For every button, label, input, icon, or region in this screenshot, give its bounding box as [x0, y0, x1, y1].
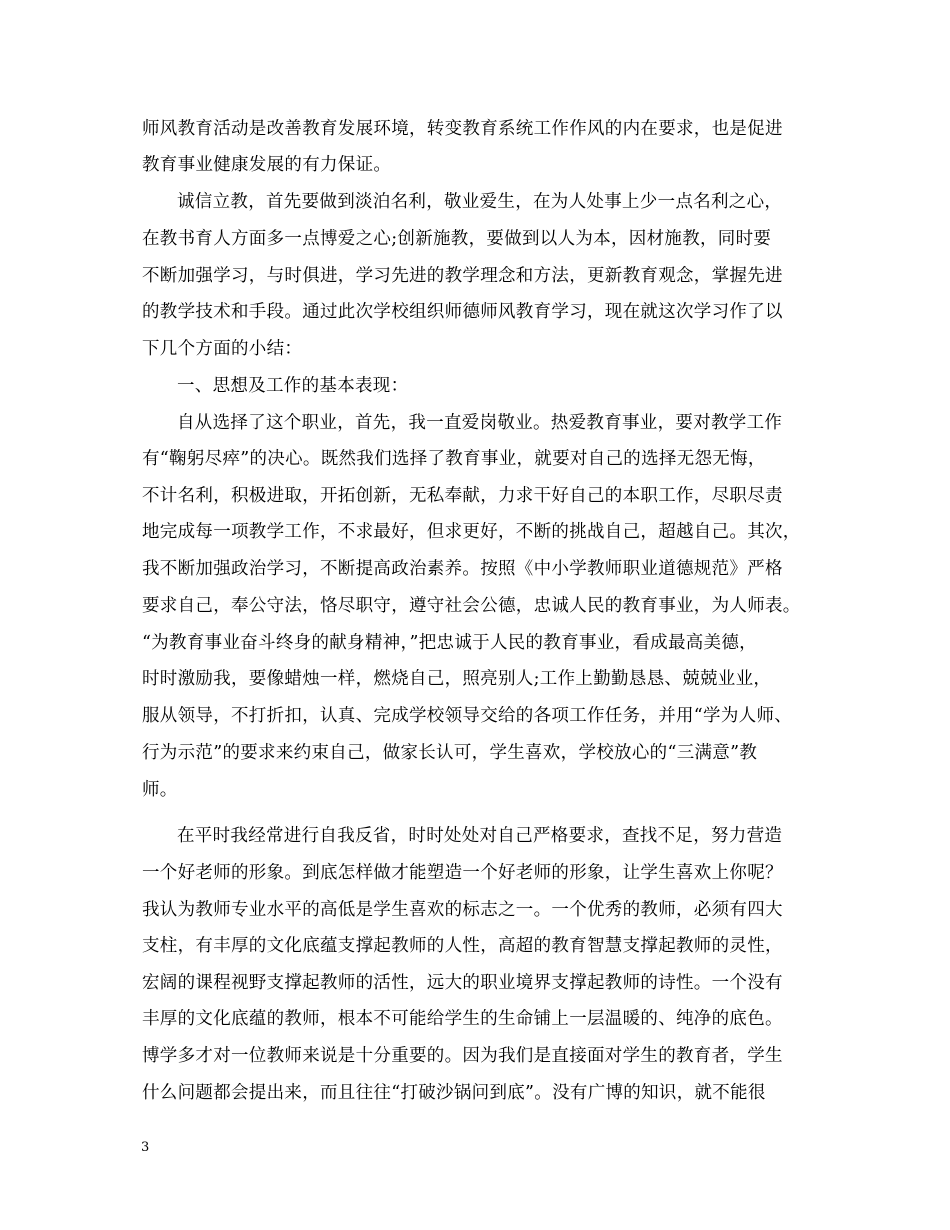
text-line: 师风教育活动是改善教育发展环境，转变教育系统工作作风的内在要求，也是促进: [142, 119, 783, 139]
text-line: 行为示范”的要求来约束自己，做家长认可，学生喜欢，学校放心的“三满意”教: [142, 743, 758, 763]
text-line: 宏阔的课程视野支撑起教师的活性，远大的职业境界支撑起教师的诗性。一个没有: [142, 973, 783, 993]
page-number: 3: [141, 1140, 150, 1155]
text-line: 师。: [142, 780, 178, 800]
text-line: 诚信立教，首先要做到淡泊名利，敬业爱生，在为人处事上少一点名利之心，: [177, 192, 783, 212]
text-line: 教育事业健康发展的有力保证。: [142, 155, 392, 175]
text-line: 博学多才对一位教师来说是十分重要的。因为我们是直接面对学生的教育者，学生: [142, 1046, 783, 1066]
text-line: 服从领导，不打折扣，认真、完成学校领导交给的各项工作任务，并用“学为人师、: [142, 706, 793, 726]
text-line: 不断加强学习，与时俱进，学习先进的教学理念和方法，更新教育观念，掌握先进: [142, 266, 783, 286]
text-line: 在教书育人方面多一点博爱之心;创新施教，要做到以人为本，因材施教，同时要: [142, 229, 772, 249]
text-line: 一个好老师的形象。到底怎样做才能塑造一个好老师的形象，让学生喜欢上你呢？: [142, 863, 783, 883]
text-line: 丰厚的文化底蕴的教师，根本不可能给学生的生命铺上一层温暖的、纯净的底色。: [142, 1009, 783, 1029]
text-line: 时时激励我，要像蜡烛一样，燃烧自己，照亮别人;工作上勤勤恳恳、兢兢业业，: [142, 669, 772, 689]
text-line: 我不断加强政治学习，不断提高政治素养。按照《中小学教师职业道德规范》严格: [142, 559, 783, 579]
text-line: 的教学技术和手段。通过此次学校组织师德师风教育学习，现在就这次学习作了以: [142, 302, 783, 322]
section-heading: 一、思想及工作的基本表现：: [177, 376, 409, 396]
text-line: 我认为教师专业水平的高低是学生喜欢的标志之一。一个优秀的教师，必须有四大: [142, 900, 783, 920]
text-line: 要求自己，奉公守法，恪尽职守，遵守社会公德，忠诚人民的教育事业，为人师表。: [142, 596, 801, 616]
text-line: “为教育事业奋斗终身的献身精神，”把忠诚于人民的教育事业，看成最高美德，: [142, 633, 757, 653]
text-line: 有“鞠躬尽瘁”的决心。既然我们选择了教育事业，就要对自己的选择无怨无悔，: [142, 449, 766, 469]
text-line: 在平时我经常进行自我反省，时时处处对自己严格要求，查找不足，努力营造: [177, 826, 783, 846]
text-line: 什么问题都会提出来，而且往往“打破沙锅问到底”。没有广博的知识，就不能很: [142, 1083, 766, 1103]
text-line: 下几个方面的小结：: [142, 339, 303, 359]
text-line: 地完成每一项教学工作，不求最好，但求更好，不断的挑战自己，超越自己。其次，: [142, 522, 801, 542]
text-line: 自从选择了这个职业，首先，我一直爱岗敬业。热爱教育事业，要对教学工作: [177, 413, 783, 433]
text-line: 支柱，有丰厚的文化底蕴支撑起教师的人性，高超的教育智慧支撑起教师的灵性，: [142, 936, 783, 956]
text-line: 不计名利，积极进取，开拓创新，无私奉献，力求干好自己的本职工作，尽职尽责: [142, 486, 783, 506]
